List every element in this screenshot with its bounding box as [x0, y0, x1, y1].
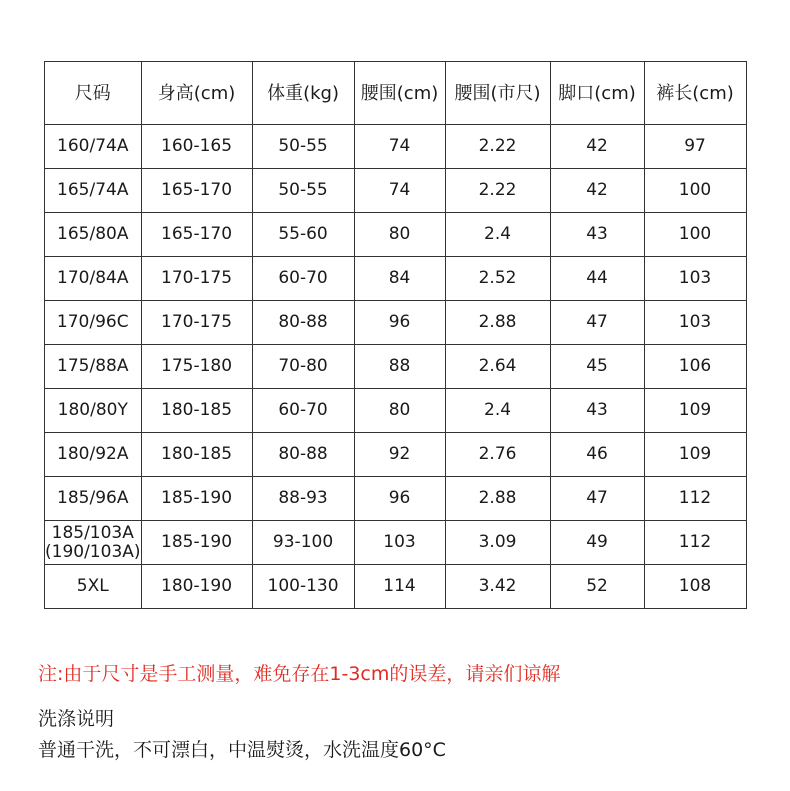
- table-cell: 47: [550, 477, 644, 521]
- table-cell: 180-185: [141, 389, 252, 433]
- table-cell: 49: [550, 521, 644, 565]
- table-cell: [45, 521, 142, 565]
- table-cell: 43: [550, 389, 644, 433]
- table-cell: 109: [644, 389, 746, 433]
- table-row: [45, 169, 747, 213]
- table-cell: 2.64: [445, 345, 550, 389]
- table-row: [45, 389, 747, 433]
- wash-instructions-title: 洗涤说明: [38, 708, 115, 730]
- table-row: [45, 565, 747, 609]
- table-cell: 43: [550, 213, 644, 257]
- table-cell: 170-175: [141, 301, 252, 345]
- header-waist-cm: 腰围(cm): [354, 62, 445, 125]
- table-cell: 175/88A: [45, 345, 142, 389]
- table-cell: 5XL: [45, 565, 142, 609]
- table-cell: 175-180: [141, 345, 252, 389]
- table-cell: 52: [550, 565, 644, 609]
- table-cell: 165/74A: [45, 169, 142, 213]
- header-waist-chi: 腰围(市尺): [445, 62, 550, 125]
- table-cell: 108: [644, 565, 746, 609]
- table-cell: 165-170: [141, 169, 252, 213]
- table-cell: 97: [644, 125, 746, 169]
- table-cell: 42: [550, 169, 644, 213]
- table-cell: 180/92A: [45, 433, 142, 477]
- table-cell: 80: [354, 213, 445, 257]
- table-cell: 109: [644, 433, 746, 477]
- table-cell: 2.88: [445, 301, 550, 345]
- measurement-note: 注:由于尺寸是手工测量，难免存在1-3cm的误差，请亲们谅解: [38, 663, 561, 685]
- table-cell: 70-80: [252, 345, 354, 389]
- table-row: [45, 213, 747, 257]
- table-cell: 93-100: [252, 521, 354, 565]
- table-row: [45, 257, 747, 301]
- table-cell: 96: [354, 477, 445, 521]
- table-cell: 80-88: [252, 433, 354, 477]
- table-cell-line: (190/103A): [45, 541, 141, 562]
- table-cell: 160-165: [141, 125, 252, 169]
- table-cell: 185-190: [141, 521, 252, 565]
- table-cell: 100: [644, 213, 746, 257]
- table-cell: 2.22: [445, 169, 550, 213]
- table-row: [45, 433, 747, 477]
- table-cell: 103: [644, 257, 746, 301]
- table-cell: 74: [354, 125, 445, 169]
- table-cell: 2.76: [445, 433, 550, 477]
- table-cell: 3.42: [445, 565, 550, 609]
- table-cell-line: 185/103A: [51, 522, 134, 543]
- table-cell: 44: [550, 257, 644, 301]
- table-cell: 180/80Y: [45, 389, 142, 433]
- table-row: [45, 477, 747, 521]
- table-cell: 165/80A: [45, 213, 142, 257]
- table-cell: 103: [354, 521, 445, 565]
- table-cell: 103: [644, 301, 746, 345]
- table-cell: 180-190: [141, 565, 252, 609]
- table-cell: 47: [550, 301, 644, 345]
- table-cell: 170/84A: [45, 257, 142, 301]
- table-cell: 80: [354, 389, 445, 433]
- table-header-row: [45, 62, 747, 125]
- table-cell: 42: [550, 125, 644, 169]
- table-cell: 80-88: [252, 301, 354, 345]
- table-cell: 60-70: [252, 257, 354, 301]
- table-cell: 2.22: [445, 125, 550, 169]
- header-weight: 体重(kg): [252, 62, 354, 125]
- table-cell: 2.4: [445, 389, 550, 433]
- table-cell: 60-70: [252, 389, 354, 433]
- table-cell: 88: [354, 345, 445, 389]
- table-cell: 106: [644, 345, 746, 389]
- table-cell: 88-93: [252, 477, 354, 521]
- table-cell: 165-170: [141, 213, 252, 257]
- table-cell: 96: [354, 301, 445, 345]
- header-hem: 脚口(cm): [550, 62, 644, 125]
- table-cell: 2.4: [445, 213, 550, 257]
- size-chart-table: [44, 61, 747, 609]
- wash-instructions-text: 普通干洗，不可漂白，中温熨烫，水洗温度60°C: [38, 739, 446, 761]
- table-cell: 84: [354, 257, 445, 301]
- table-cell: 112: [644, 521, 746, 565]
- table-cell: 2.52: [445, 257, 550, 301]
- table-row: [45, 301, 747, 345]
- table-row: [45, 521, 747, 565]
- table-cell: 2.88: [445, 477, 550, 521]
- table-cell: 185-190: [141, 477, 252, 521]
- table-row: [45, 125, 747, 169]
- table-cell: 55-60: [252, 213, 354, 257]
- table-cell: 74: [354, 169, 445, 213]
- table-cell: 45: [550, 345, 644, 389]
- table-cell: 170/96C: [45, 301, 142, 345]
- table-cell: 114: [354, 565, 445, 609]
- header-height: 身高(cm): [141, 62, 252, 125]
- table-cell: 50-55: [252, 169, 354, 213]
- table-row: [45, 345, 747, 389]
- table-cell: 50-55: [252, 125, 354, 169]
- table-cell: 3.09: [445, 521, 550, 565]
- table-body: [45, 125, 747, 609]
- table-cell: 160/74A: [45, 125, 142, 169]
- table-cell: 112: [644, 477, 746, 521]
- table-cell: 92: [354, 433, 445, 477]
- table-cell: 100-130: [252, 565, 354, 609]
- table-cell: 100: [644, 169, 746, 213]
- table-cell: 170-175: [141, 257, 252, 301]
- header-length: 裤长(cm): [644, 62, 746, 125]
- table-cell: 46: [550, 433, 644, 477]
- table-cell: 185/96A: [45, 477, 142, 521]
- header-size: 尺码: [45, 62, 142, 125]
- table-cell: 180-185: [141, 433, 252, 477]
